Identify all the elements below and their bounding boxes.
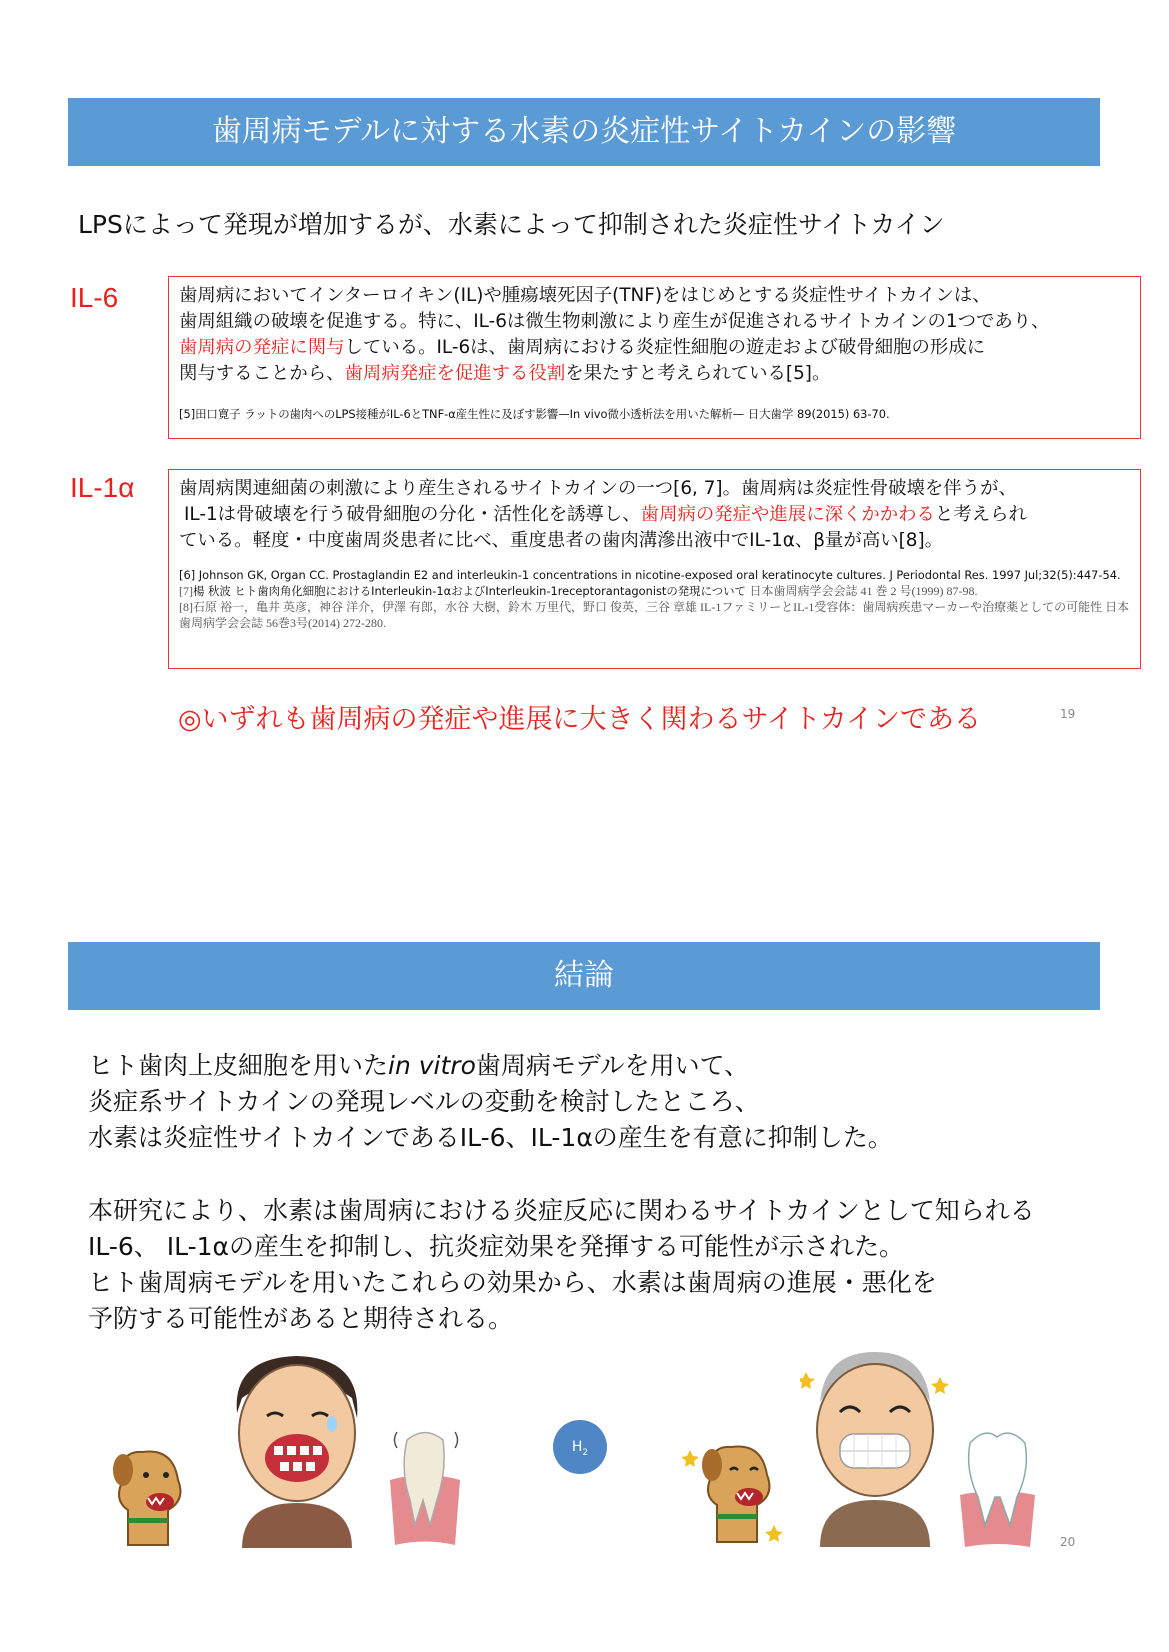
slide19-subtitle: LPSによって発現が増加するが、水素によって抑制された炎症性サイトカイン — [78, 210, 945, 239]
page-number-19: 19 — [1060, 707, 1076, 721]
slide19-title: 歯周病モデルに対する水素の炎症性サイトカインの影響 — [211, 114, 957, 149]
il1a-box — [168, 469, 1141, 669]
p1-post: 歯周病モデルを用いて、 — [475, 1051, 750, 1080]
ref7 — [179, 583, 1130, 599]
slide19-summary: ◎いずれも歯周病の発症や進展に大きく関わるサイトカインである — [178, 704, 982, 735]
p1-italic: in vitro — [388, 1051, 476, 1080]
conclusion-paragraph-2 — [88, 1193, 1035, 1337]
slide20-title: 結論 — [554, 958, 614, 993]
ref5: [5]田口寛子 ラットの歯肉へのLPS接種がIL-6とTNF-α産生性に及ぼす影響—In vivo微小透析法を用いた解析— 日大歯学 89(2015) 63-70. — [179, 407, 890, 421]
il1a-label: IL-1α — [70, 472, 135, 503]
healthy-tooth-illustration — [955, 1425, 1040, 1550]
p1-line2: 炎症系サイトカインの発現レベルの変動を検討したところ、 — [88, 1087, 760, 1116]
ref8: [8]石原 裕一，亀井 英彦，神谷 洋介，伊澤 有郎，水谷 大樹，鈴木 万里代，野口 俊英，三谷 章雄 IL-1ファミリーとIL-1受容体：歯周病疾患マーカーや治療薬としての可能性 日本歯周病学会会誌 56巻3号(2014) 272-280. — [179, 600, 1130, 630]
il6-highlight2: 歯周病発症を促進する役割 — [344, 363, 566, 384]
h2-sub: 2 — [582, 1447, 589, 1458]
il1a-line2-pre: IL-1は骨破壊を行う破骨細胞の分化・活性化を誘導し、 — [184, 504, 641, 525]
il6-box — [168, 276, 1141, 439]
unhealthy-tooth-illustration — [385, 1420, 465, 1550]
il1a-highlight: 歯周病の発症や進展に深くかかわる — [640, 504, 935, 525]
ref7-body: 楊 秋波 ヒト歯肉角化細胞におけるInterleukin-1αおよびInterleukin-1receptorantagonistの発現について — [193, 584, 746, 598]
happy-elderly-man-illustration — [800, 1342, 950, 1547]
p1-line3: 水素は炎症性サイトカインであるIL-6、IL-1αの産生を有意に抑制した。 — [88, 1123, 893, 1152]
p1-line1 — [88, 1048, 893, 1084]
il6-label: IL-6 — [70, 282, 119, 313]
il1a-line3: ている。軽度・中度歯周炎患者に比べ、重度患者の歯肉溝滲出液中でIL-1α、β量が高い[8]。 — [179, 530, 944, 551]
ref7-prefix: [7] — [179, 584, 193, 598]
sad-man-illustration — [222, 1348, 372, 1548]
h2-main: H — [571, 1439, 583, 1455]
il6-line3-rest: している。IL-6は、歯周病における炎症性細胞の遊走および破骨細胞の形成に — [344, 337, 986, 358]
hydrogen-h2-icon — [553, 1420, 607, 1474]
slide19-title-banner — [68, 98, 1100, 166]
p2-line2: IL-6、 IL-1αの産生を抑制し、抗炎症効果を発揮する可能性が示された。 — [88, 1232, 905, 1261]
il6-highlight1: 歯周病の発症に関与 — [179, 337, 345, 358]
page-number-20: 20 — [1060, 1535, 1076, 1549]
slide20-title-banner — [68, 942, 1100, 1010]
il6-line4-post: を果たすと考えられている[5]。 — [565, 363, 831, 384]
il1a-line2 — [179, 502, 1130, 528]
p2-line4: 予防する可能性があると期待される。 — [88, 1304, 514, 1333]
p2-line3: ヒト歯周病モデルを用いたこれらの効果から、水素は歯周病の進展・悪化を — [88, 1268, 937, 1297]
il1a-line1: 歯周病関連細菌の刺激により産生されるサイトカインの一つ[6, 7]。歯周病は炎症性骨破壊を伴うが、 — [179, 478, 1017, 499]
p2-line1: 本研究により、水素は歯周病における炎症反応に関わるサイトカインとして知られる — [88, 1196, 1035, 1225]
il6-line3 — [179, 335, 1130, 361]
conclusion-paragraph-1 — [88, 1048, 893, 1156]
il6-line2: 歯周組織の破壊を促進する。特に、IL-6は微生物刺激により産生が促進されるサイトカインの1つであり、 — [179, 311, 1050, 332]
il6-line4-pre: 関与することから、 — [179, 363, 345, 384]
happy-dog-illustration — [682, 1430, 782, 1550]
p1-pre: ヒト歯肉上皮細胞を用いた — [88, 1051, 389, 1080]
ref7-journal: 日本歯周病学会会誌 41 巻 2 号(1999) 87-98. — [749, 584, 978, 598]
ref6: [6] Johnson GK, Organ CC. Prostaglandin E2 and interleukin-1 concentrations in nicotine-exposed oral keratinocyte cultures. J Periodontal Res. 1997 Jul;32(5):447-54. — [179, 568, 1121, 582]
il6-line1: 歯周病においてインターロイキン(IL)や腫瘍壊死因子(TNF)をはじめとする炎症性サイトカインは、 — [179, 285, 991, 306]
il1a-line2-post: と考えられ — [934, 504, 1027, 525]
il6-line4 — [179, 361, 1130, 387]
sad-dog-illustration — [98, 1440, 188, 1550]
